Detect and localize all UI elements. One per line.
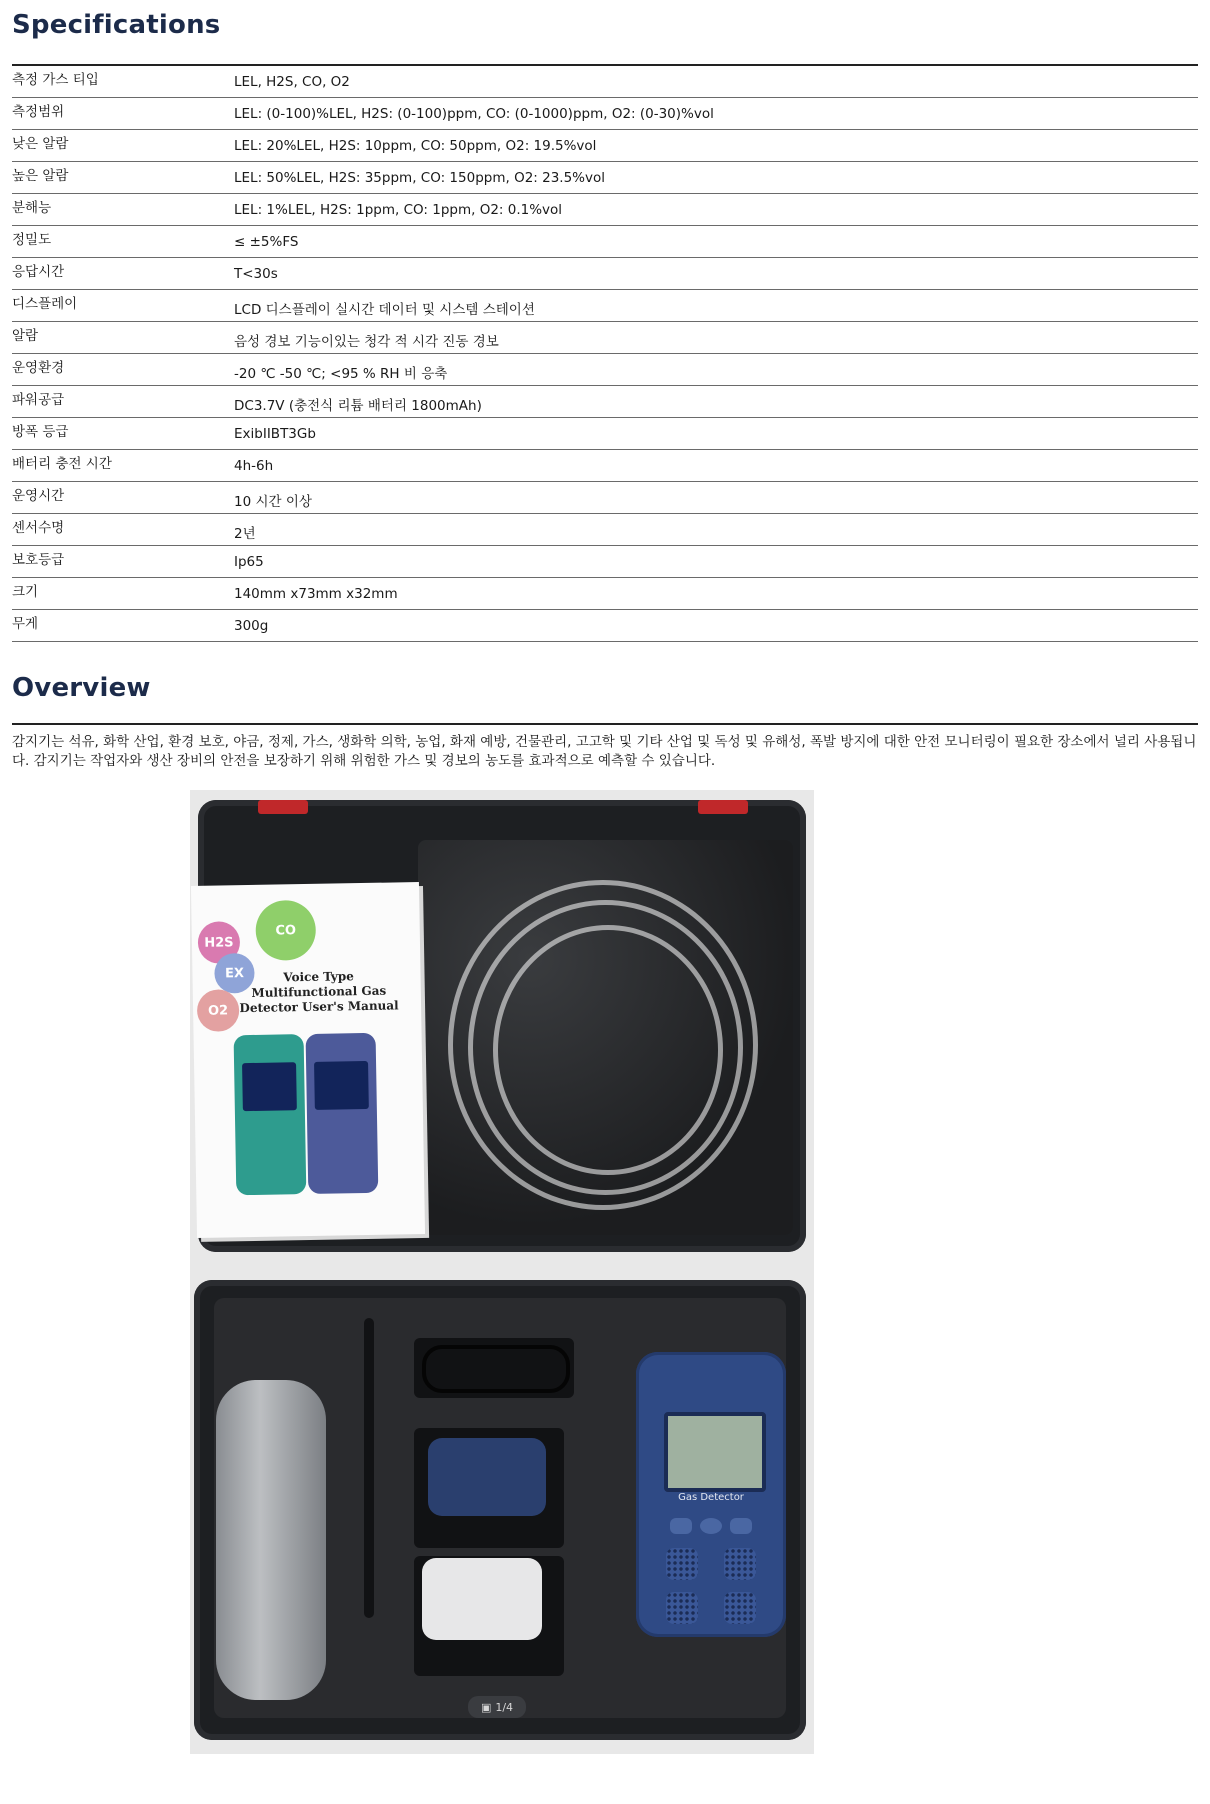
detector-label: Gas Detector bbox=[678, 1492, 744, 1503]
image-counter-text: 1/4 bbox=[495, 1700, 514, 1714]
spec-row bbox=[12, 226, 1198, 258]
spec-value: LEL: 1%LEL, H2S: 1ppm, CO: 1ppm, O2: 0.1%vol bbox=[234, 202, 563, 218]
spec-row bbox=[12, 98, 1198, 130]
spec-value: 140mm x73mm x32mm bbox=[234, 586, 398, 602]
image-icon: ▣ bbox=[480, 1700, 492, 1714]
spec-row bbox=[12, 578, 1198, 610]
spec-label: 운영환경 bbox=[12, 360, 65, 376]
overview-divider bbox=[12, 723, 1198, 725]
spec-value: Ip65 bbox=[234, 554, 264, 570]
spec-label: 파워공급 bbox=[12, 392, 65, 408]
speaker-grille bbox=[666, 1592, 698, 1624]
spec-value: T<30s bbox=[234, 266, 278, 282]
usb-cable bbox=[422, 1345, 570, 1393]
charger-adapter bbox=[428, 1438, 546, 1516]
spec-row bbox=[12, 386, 1198, 418]
spec-row bbox=[12, 546, 1198, 578]
spec-label: 분해능 bbox=[12, 200, 52, 216]
detector-button-power bbox=[700, 1518, 722, 1534]
spec-row bbox=[12, 610, 1198, 642]
user-manual bbox=[191, 882, 425, 1238]
bubble-h2s: H2S bbox=[198, 921, 241, 964]
spec-value: 10 시간 이상 bbox=[234, 494, 312, 510]
tube-coil bbox=[493, 925, 723, 1175]
spec-label: 배터리 충전 시간 bbox=[12, 456, 112, 472]
spec-value: LEL: 20%LEL, H2S: 10ppm, CO: 50ppm, O2: 19.5%vol bbox=[234, 138, 597, 154]
red-latch-left bbox=[258, 800, 308, 814]
spec-row bbox=[12, 322, 1198, 354]
probe-slot bbox=[364, 1318, 374, 1618]
spec-value: ExibIIBT3Gb bbox=[234, 426, 316, 442]
spec-label: 방폭 등급 bbox=[12, 424, 69, 440]
overview-heading: Overview bbox=[12, 673, 151, 703]
case-lid bbox=[198, 800, 806, 1252]
spec-value: 2년 bbox=[234, 526, 256, 542]
spec-row bbox=[12, 130, 1198, 162]
spec-row bbox=[12, 482, 1198, 514]
bubble-co: CO bbox=[255, 900, 316, 961]
manual-title: Voice Type Multifunctional Gas Detector User's Manual bbox=[239, 969, 399, 1016]
spec-label: 낮은 알람 bbox=[12, 136, 69, 152]
specifications-heading: Specifications bbox=[12, 10, 221, 40]
detector-button-right bbox=[730, 1518, 752, 1534]
spec-label: 디스플레이 bbox=[12, 296, 78, 312]
spec-value: 4h-6h bbox=[234, 458, 274, 474]
spec-value: LEL, H2S, CO, O2 bbox=[234, 74, 350, 90]
detector-button-left bbox=[670, 1518, 692, 1534]
manual-device-blue bbox=[306, 1033, 379, 1194]
spec-row bbox=[12, 66, 1198, 98]
spec-label: 무게 bbox=[12, 616, 39, 632]
image-counter[interactable] bbox=[468, 1696, 526, 1718]
spec-row bbox=[12, 290, 1198, 322]
speaker-grille bbox=[724, 1548, 756, 1580]
bubble-ex: EX bbox=[214, 953, 255, 994]
spec-value: 음성 경보 기능이있는 청각 적 시각 진동 경보 bbox=[234, 334, 499, 350]
spec-label: 보호등급 bbox=[12, 552, 65, 568]
spec-label: 정밀도 bbox=[12, 232, 52, 248]
spec-row bbox=[12, 450, 1198, 482]
spec-value: LEL: 50%LEL, H2S: 35ppm, CO: 150ppm, O2: 23.5%vol bbox=[234, 170, 606, 186]
spec-label: 높은 알람 bbox=[12, 168, 69, 184]
spec-value: LCD 디스플레이 실시간 데이터 및 시스템 스테이션 bbox=[234, 302, 535, 318]
speaker-grille bbox=[724, 1592, 756, 1624]
gas-detector-device bbox=[636, 1352, 786, 1637]
spec-label: 측정 가스 티입 bbox=[12, 72, 99, 88]
spec-row bbox=[12, 194, 1198, 226]
overview-text: 감지기는 석유, 화학 산업, 환경 보호, 야금, 정제, 가스, 생화학 의학, 농업, 화재 예방, 건물관리, 고고학 및 기타 산업 및 독성 및 유해성, 폭발 방지에 대한 안전 모니터링이 필요한 장소에서 널리 사용됩니다. 감지기는 작업자와 생산 장비의 안전을 보장하기 위해 위험한 가스 및 경보의 농도를 효과적으로 예측할 수 있습니다. bbox=[12, 734, 1197, 769]
sampling-probe bbox=[216, 1380, 326, 1700]
manual-device-teal bbox=[234, 1034, 307, 1195]
spec-table bbox=[12, 64, 1198, 642]
spec-label: 응답시간 bbox=[12, 264, 65, 280]
spec-value: 300g bbox=[234, 618, 269, 634]
spec-row bbox=[12, 162, 1198, 194]
spec-label: 측정범위 bbox=[12, 104, 65, 120]
spec-value: LEL: (0-100)%LEL, H2S: (0-100)ppm, CO: (0-1000)ppm, O2: (0-30)%vol bbox=[234, 106, 714, 122]
spec-row bbox=[12, 354, 1198, 386]
spec-value: DC3.7V (충전식 리튬 배터리 1800mAh) bbox=[234, 398, 482, 414]
spec-row bbox=[12, 258, 1198, 290]
spec-value: ≤ ±5%FS bbox=[234, 234, 299, 250]
spec-row bbox=[12, 514, 1198, 546]
spec-label: 크기 bbox=[12, 584, 39, 600]
spec-label: 알람 bbox=[12, 328, 39, 344]
spec-value: -20 ℃ -50 ℃; <95 % RH 비 응축 bbox=[234, 366, 448, 382]
plastic-bag bbox=[422, 1558, 542, 1640]
product-photo[interactable] bbox=[190, 790, 814, 1754]
red-latch-right bbox=[698, 800, 748, 814]
spec-row bbox=[12, 418, 1198, 450]
speaker-grille bbox=[666, 1548, 698, 1580]
lid-foam bbox=[418, 840, 793, 1235]
spec-label: 센서수명 bbox=[12, 520, 65, 536]
bubble-o2: O2 bbox=[197, 989, 240, 1032]
detector-lcd bbox=[664, 1412, 766, 1492]
spec-label: 운영시간 bbox=[12, 488, 65, 504]
